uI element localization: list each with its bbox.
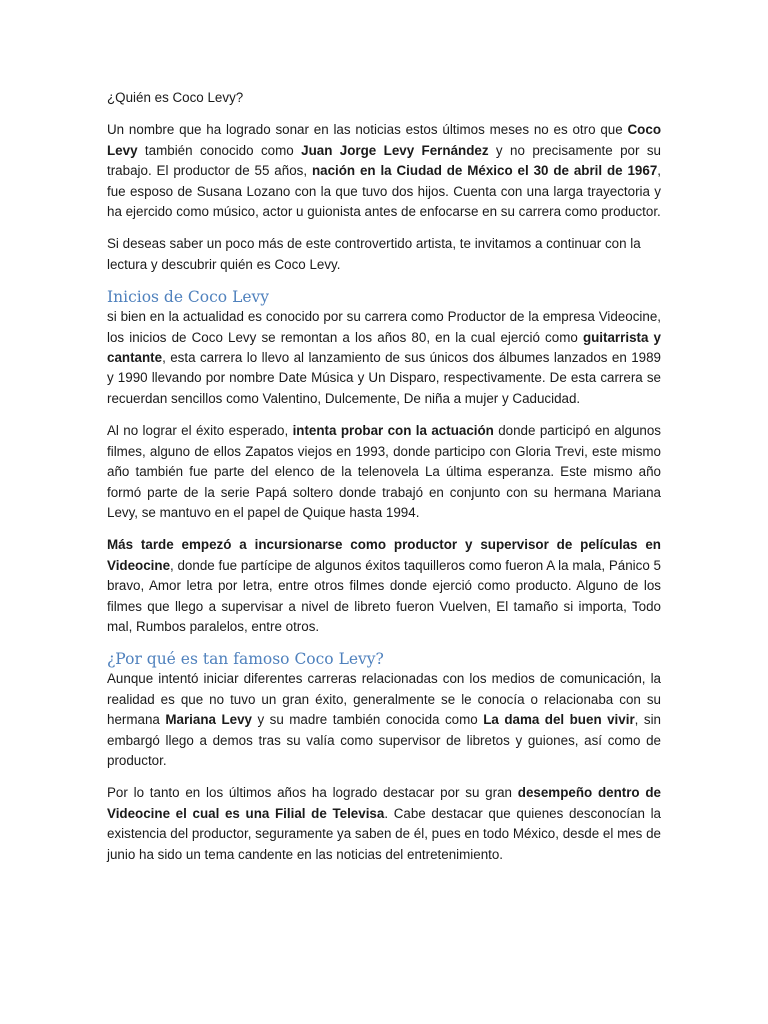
paragraph <box>107 421 661 523</box>
page-title-line <box>107 88 661 108</box>
text-run: Al no lograr el éxito esperado, <box>107 423 293 439</box>
paragraph <box>107 783 661 865</box>
bold-text-run: guitarrista y cantante <box>107 329 662 366</box>
text-run: donde participó en algunos filmes, alguno de ellos Zapatos viejos en 1993, donde participo con Gloria Trevi, este mismo año también fue parte del elenco de la telenovela La última esperanza. Este mismo año formó parte de la serie Papá soltero donde trabajó en conjunto con su hermana Mariana Levy, se mantuvo en el papel de Quique hasta 1994. <box>107 423 661 520</box>
bold-text-run: La dama del buen vivir <box>483 712 635 728</box>
text-run: y no precisamente por su trabajo. El productor de 55 años, <box>107 142 661 179</box>
text-run: y su madre también conocida como <box>251 712 484 728</box>
bold-text-run: Más tarde empezó a incursionarse como productor y supervisor de películas en Videocine <box>107 537 661 573</box>
text-run: , fue esposo de Susana Lozano con la que tuvo dos hijos. Cuenta con una larga trayectoria y ha ejercido como músico, actor u guionista antes de enfocarse en su carrera como productor. <box>107 163 662 220</box>
bold-text-run: nación en la Ciudad de México el 30 de abril de 1967 <box>311 163 658 179</box>
bold-text-run: intenta probar con la actuación <box>292 423 494 439</box>
text-run: Aunque intentó iniciar diferentes carreras relacionadas con los medios de comunicación, la realidad es que no tuvo un gran éxito, generalmente se le conocía o relacionaba con su hermana <box>107 671 661 728</box>
section-heading: Inicios de Coco Levy <box>107 288 270 307</box>
text-run: , donde fue partícipe de algunos éxitos taquilleros como fueron A la mala, Pánico 5 bravo, Amor letra por letra, entre otros filmes donde ejerció como producto. Alguno de los filmes que llego a supervisar a nivel de libreto fueron Vuelven, El tamaño si importa, Todo mal, Rumbos paralelos, entre otros. <box>107 557 661 634</box>
paragraph <box>107 669 661 771</box>
text-run: si bien en la actualidad es conocido por su carrera como Productor de la empresa Videocine, los inicios de Coco Levy se remontan a los años 80, en la cual ejerció como <box>107 309 661 345</box>
text-run: , esta carrera lo llevo al lanzamiento de sus únicos dos álbumes lanzados en 1989 y 1990 llevando por nombre Date Música y Un Disparo, respectivamente. De esta carrera se recuerdan sencillos como Valentino, Dulcemente, De niña a mujer y Caducidad. <box>107 350 661 406</box>
document-page <box>107 88 661 877</box>
text-run: Por lo tanto en los últimos años ha logrado destacar por su gran <box>107 785 518 801</box>
text-run: Si deseas saber un poco más de este controvertido artista, te invitamos a continuar con la lectura y descubrir quién es Coco Levy. <box>107 236 641 272</box>
text-run: ¿Quién es Coco Levy? <box>107 90 244 105</box>
paragraph <box>107 307 661 409</box>
bold-text-run: Mariana Levy <box>165 712 252 728</box>
text-run: también conocido como <box>137 142 302 158</box>
text-run: Un nombre que ha logrado sonar en las noticias estos últimos meses no es otro que <box>107 122 628 138</box>
paragraph <box>107 234 661 275</box>
section-heading: ¿Por qué es tan famoso Coco Levy? <box>107 650 384 669</box>
bold-text-run: Coco Levy <box>107 122 661 158</box>
paragraph <box>107 535 661 637</box>
bold-text-run: Juan Jorge Levy Fernández <box>301 142 489 158</box>
bold-text-run: desempeño dentro de Videocine el cual es una Filial de Televisa <box>107 785 662 821</box>
text-run: . Cabe destacar que quienes desconocían la existencia del productor, seguramente ya saben de él, pues en todo México, desde el mes de junio ha sido un tema candente en las noticias del entretenimiento. <box>107 805 661 862</box>
paragraph <box>107 120 661 222</box>
text-run: , sin embargó llego a demos tras su valía como supervisor de libretos y guiones, así como de productor. <box>107 712 661 768</box>
